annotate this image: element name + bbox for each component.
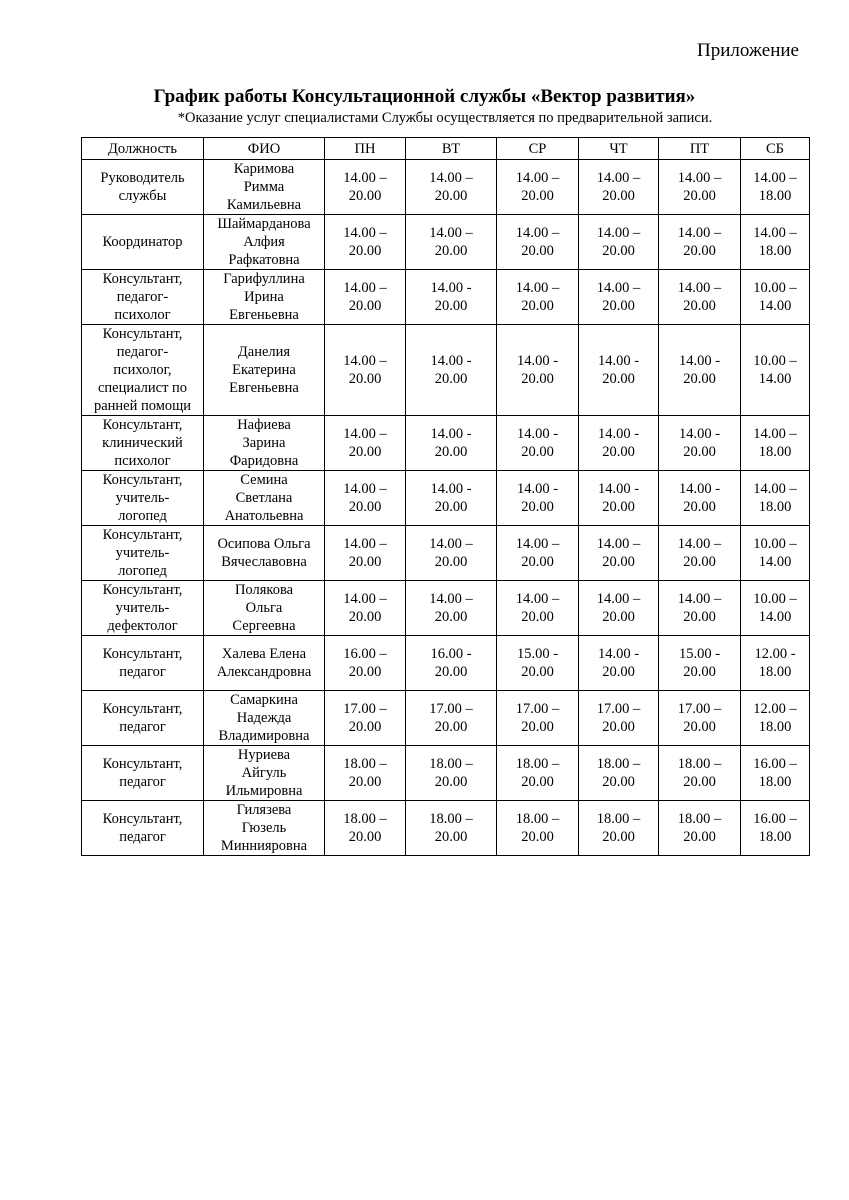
table-row (82, 325, 810, 416)
name-cell: Самаркина Надежда Владимировна (204, 691, 325, 746)
column-header-fri: ПТ (659, 138, 741, 160)
time-cell-sat: 16.00 – 18.00 (741, 801, 810, 856)
table-row (82, 270, 810, 325)
table-row (82, 801, 810, 856)
time-cell-fri: 18.00 – 20.00 (659, 746, 741, 801)
name-cell: Семина Светлана Анатольевна (204, 471, 325, 526)
time-cell-fri: 14.00 – 20.00 (659, 526, 741, 581)
time-cell-mon: 14.00 – 20.00 (325, 581, 406, 636)
time-cell-thu: 14.00 – 20.00 (579, 270, 659, 325)
time-cell-sat: 12.00 - 18.00 (741, 636, 810, 691)
document-title: График работы Консультационной службы «Вектор развития» (153, 86, 696, 107)
name-cell: Гилязева Гюзель Миннияровна (204, 801, 325, 856)
column-header-position: Должность (82, 138, 204, 160)
time-cell-wed: 14.00 - 20.00 (497, 471, 579, 526)
time-cell-tue: 14.00 - 20.00 (406, 270, 497, 325)
position-cell: Консультант, педагог- психолог, специалист по ранней помощи (82, 325, 204, 416)
time-cell-sat: 10.00 – 14.00 (741, 325, 810, 416)
time-cell-thu: 14.00 - 20.00 (579, 636, 659, 691)
time-cell-wed: 14.00 – 20.00 (497, 270, 579, 325)
time-cell-mon: 14.00 – 20.00 (325, 471, 406, 526)
time-cell-mon: 14.00 – 20.00 (325, 416, 406, 471)
position-cell: Консультант, учитель- дефектолог (82, 581, 204, 636)
table-row (82, 471, 810, 526)
time-cell-wed: 17.00 – 20.00 (497, 691, 579, 746)
table-row (82, 215, 810, 270)
table-row (82, 416, 810, 471)
time-cell-sat: 10.00 – 14.00 (741, 526, 810, 581)
time-cell-sat: 10.00 – 14.00 (741, 270, 810, 325)
time-cell-fri: 14.00 – 20.00 (659, 160, 741, 215)
position-cell: Консультант, педагог- психолог (82, 270, 204, 325)
time-cell-thu: 14.00 - 20.00 (579, 471, 659, 526)
table-row (82, 691, 810, 746)
name-cell: Каримова Римма Камильевна (204, 160, 325, 215)
time-cell-wed: 18.00 – 20.00 (497, 746, 579, 801)
table-row (82, 160, 810, 215)
name-cell: Осипова Ольга Вячеславовна (204, 526, 325, 581)
time-cell-mon: 17.00 – 20.00 (325, 691, 406, 746)
table-header-row (82, 138, 810, 160)
time-cell-wed: 18.00 – 20.00 (497, 801, 579, 856)
time-cell-thu: 14.00 - 20.00 (579, 325, 659, 416)
time-cell-fri: 14.00 – 20.00 (659, 215, 741, 270)
column-header-thu: ЧТ (579, 138, 659, 160)
time-cell-fri: 14.00 - 20.00 (659, 471, 741, 526)
time-cell-wed: 14.00 - 20.00 (497, 325, 579, 416)
time-cell-tue: 14.00 - 20.00 (406, 471, 497, 526)
table-row (82, 746, 810, 801)
time-cell-sat: 14.00 – 18.00 (741, 416, 810, 471)
time-cell-tue: 17.00 – 20.00 (406, 691, 497, 746)
position-cell: Консультант, учитель- логопед (82, 471, 204, 526)
position-cell: Консультант, педагог (82, 691, 204, 746)
time-cell-fri: 15.00 - 20.00 (659, 636, 741, 691)
time-cell-mon: 14.00 – 20.00 (325, 215, 406, 270)
time-cell-wed: 14.00 - 20.00 (497, 416, 579, 471)
time-cell-thu: 18.00 – 20.00 (579, 801, 659, 856)
position-cell: Консультант, педагог (82, 746, 204, 801)
time-cell-tue: 16.00 - 20.00 (406, 636, 497, 691)
time-cell-sat: 12.00 – 18.00 (741, 691, 810, 746)
time-cell-mon: 14.00 – 20.00 (325, 325, 406, 416)
name-cell: Данелия Екатерина Евгеньевна (204, 325, 325, 416)
time-cell-sat: 14.00 – 18.00 (741, 215, 810, 270)
time-cell-mon: 14.00 – 20.00 (325, 160, 406, 215)
time-cell-fri: 14.00 - 20.00 (659, 325, 741, 416)
position-cell: Руководитель службы (82, 160, 204, 215)
appointment-note: *Оказание услуг специалистами Службы осуществляется по предварительной записи. (177, 110, 713, 126)
position-cell: Координатор (82, 215, 204, 270)
time-cell-thu: 17.00 – 20.00 (579, 691, 659, 746)
column-header-wed: СР (497, 138, 579, 160)
time-cell-thu: 14.00 – 20.00 (579, 160, 659, 215)
time-cell-tue: 18.00 – 20.00 (406, 746, 497, 801)
column-header-mon: ПН (325, 138, 406, 160)
time-cell-thu: 14.00 – 20.00 (579, 581, 659, 636)
time-cell-sat: 10.00 – 14.00 (741, 581, 810, 636)
name-cell: Полякова Ольга Сергеевна (204, 581, 325, 636)
name-cell: Нуриева Айгуль Ильмировна (204, 746, 325, 801)
time-cell-tue: 14.00 - 20.00 (406, 416, 497, 471)
time-cell-sat: 14.00 – 18.00 (741, 471, 810, 526)
time-cell-fri: 14.00 - 20.00 (659, 416, 741, 471)
table-row (82, 581, 810, 636)
time-cell-fri: 14.00 – 20.00 (659, 581, 741, 636)
time-cell-thu: 14.00 - 20.00 (579, 416, 659, 471)
time-cell-fri: 17.00 – 20.00 (659, 691, 741, 746)
time-cell-wed: 14.00 – 20.00 (497, 215, 579, 270)
time-cell-thu: 18.00 – 20.00 (579, 746, 659, 801)
column-header-name: ФИО (204, 138, 325, 160)
time-cell-wed: 14.00 – 20.00 (497, 160, 579, 215)
time-cell-tue: 18.00 – 20.00 (406, 801, 497, 856)
time-cell-tue: 14.00 - 20.00 (406, 325, 497, 416)
time-cell-tue: 14.00 – 20.00 (406, 581, 497, 636)
position-cell: Консультант, педагог (82, 801, 204, 856)
name-cell: Гарифуллина Ирина Евгеньевна (204, 270, 325, 325)
table-row (82, 636, 810, 691)
name-cell: Халева Елена Александровна (204, 636, 325, 691)
appendix-label: Приложение (697, 40, 799, 61)
schedule-table (81, 137, 810, 856)
time-cell-fri: 14.00 – 20.00 (659, 270, 741, 325)
time-cell-tue: 14.00 – 20.00 (406, 526, 497, 581)
position-cell: Консультант, учитель- логопед (82, 526, 204, 581)
position-cell: Консультант, педагог (82, 636, 204, 691)
time-cell-wed: 14.00 – 20.00 (497, 526, 579, 581)
time-cell-wed: 14.00 – 20.00 (497, 581, 579, 636)
time-cell-sat: 16.00 – 18.00 (741, 746, 810, 801)
position-cell: Консультант, клинический психолог (82, 416, 204, 471)
column-header-sat: СБ (741, 138, 810, 160)
time-cell-fri: 18.00 – 20.00 (659, 801, 741, 856)
time-cell-tue: 14.00 – 20.00 (406, 160, 497, 215)
column-header-tue: ВТ (406, 138, 497, 160)
time-cell-mon: 16.00 – 20.00 (325, 636, 406, 691)
time-cell-mon: 18.00 – 20.00 (325, 801, 406, 856)
time-cell-thu: 14.00 – 20.00 (579, 215, 659, 270)
time-cell-tue: 14.00 – 20.00 (406, 215, 497, 270)
time-cell-thu: 14.00 – 20.00 (579, 526, 659, 581)
name-cell: Нафиева Зарина Фаридовна (204, 416, 325, 471)
table-row (82, 526, 810, 581)
time-cell-wed: 15.00 - 20.00 (497, 636, 579, 691)
time-cell-mon: 14.00 – 20.00 (325, 526, 406, 581)
time-cell-sat: 14.00 – 18.00 (741, 160, 810, 215)
name-cell: Шаймарданова Алфия Рафкатовна (204, 215, 325, 270)
time-cell-mon: 18.00 – 20.00 (325, 746, 406, 801)
time-cell-mon: 14.00 – 20.00 (325, 270, 406, 325)
